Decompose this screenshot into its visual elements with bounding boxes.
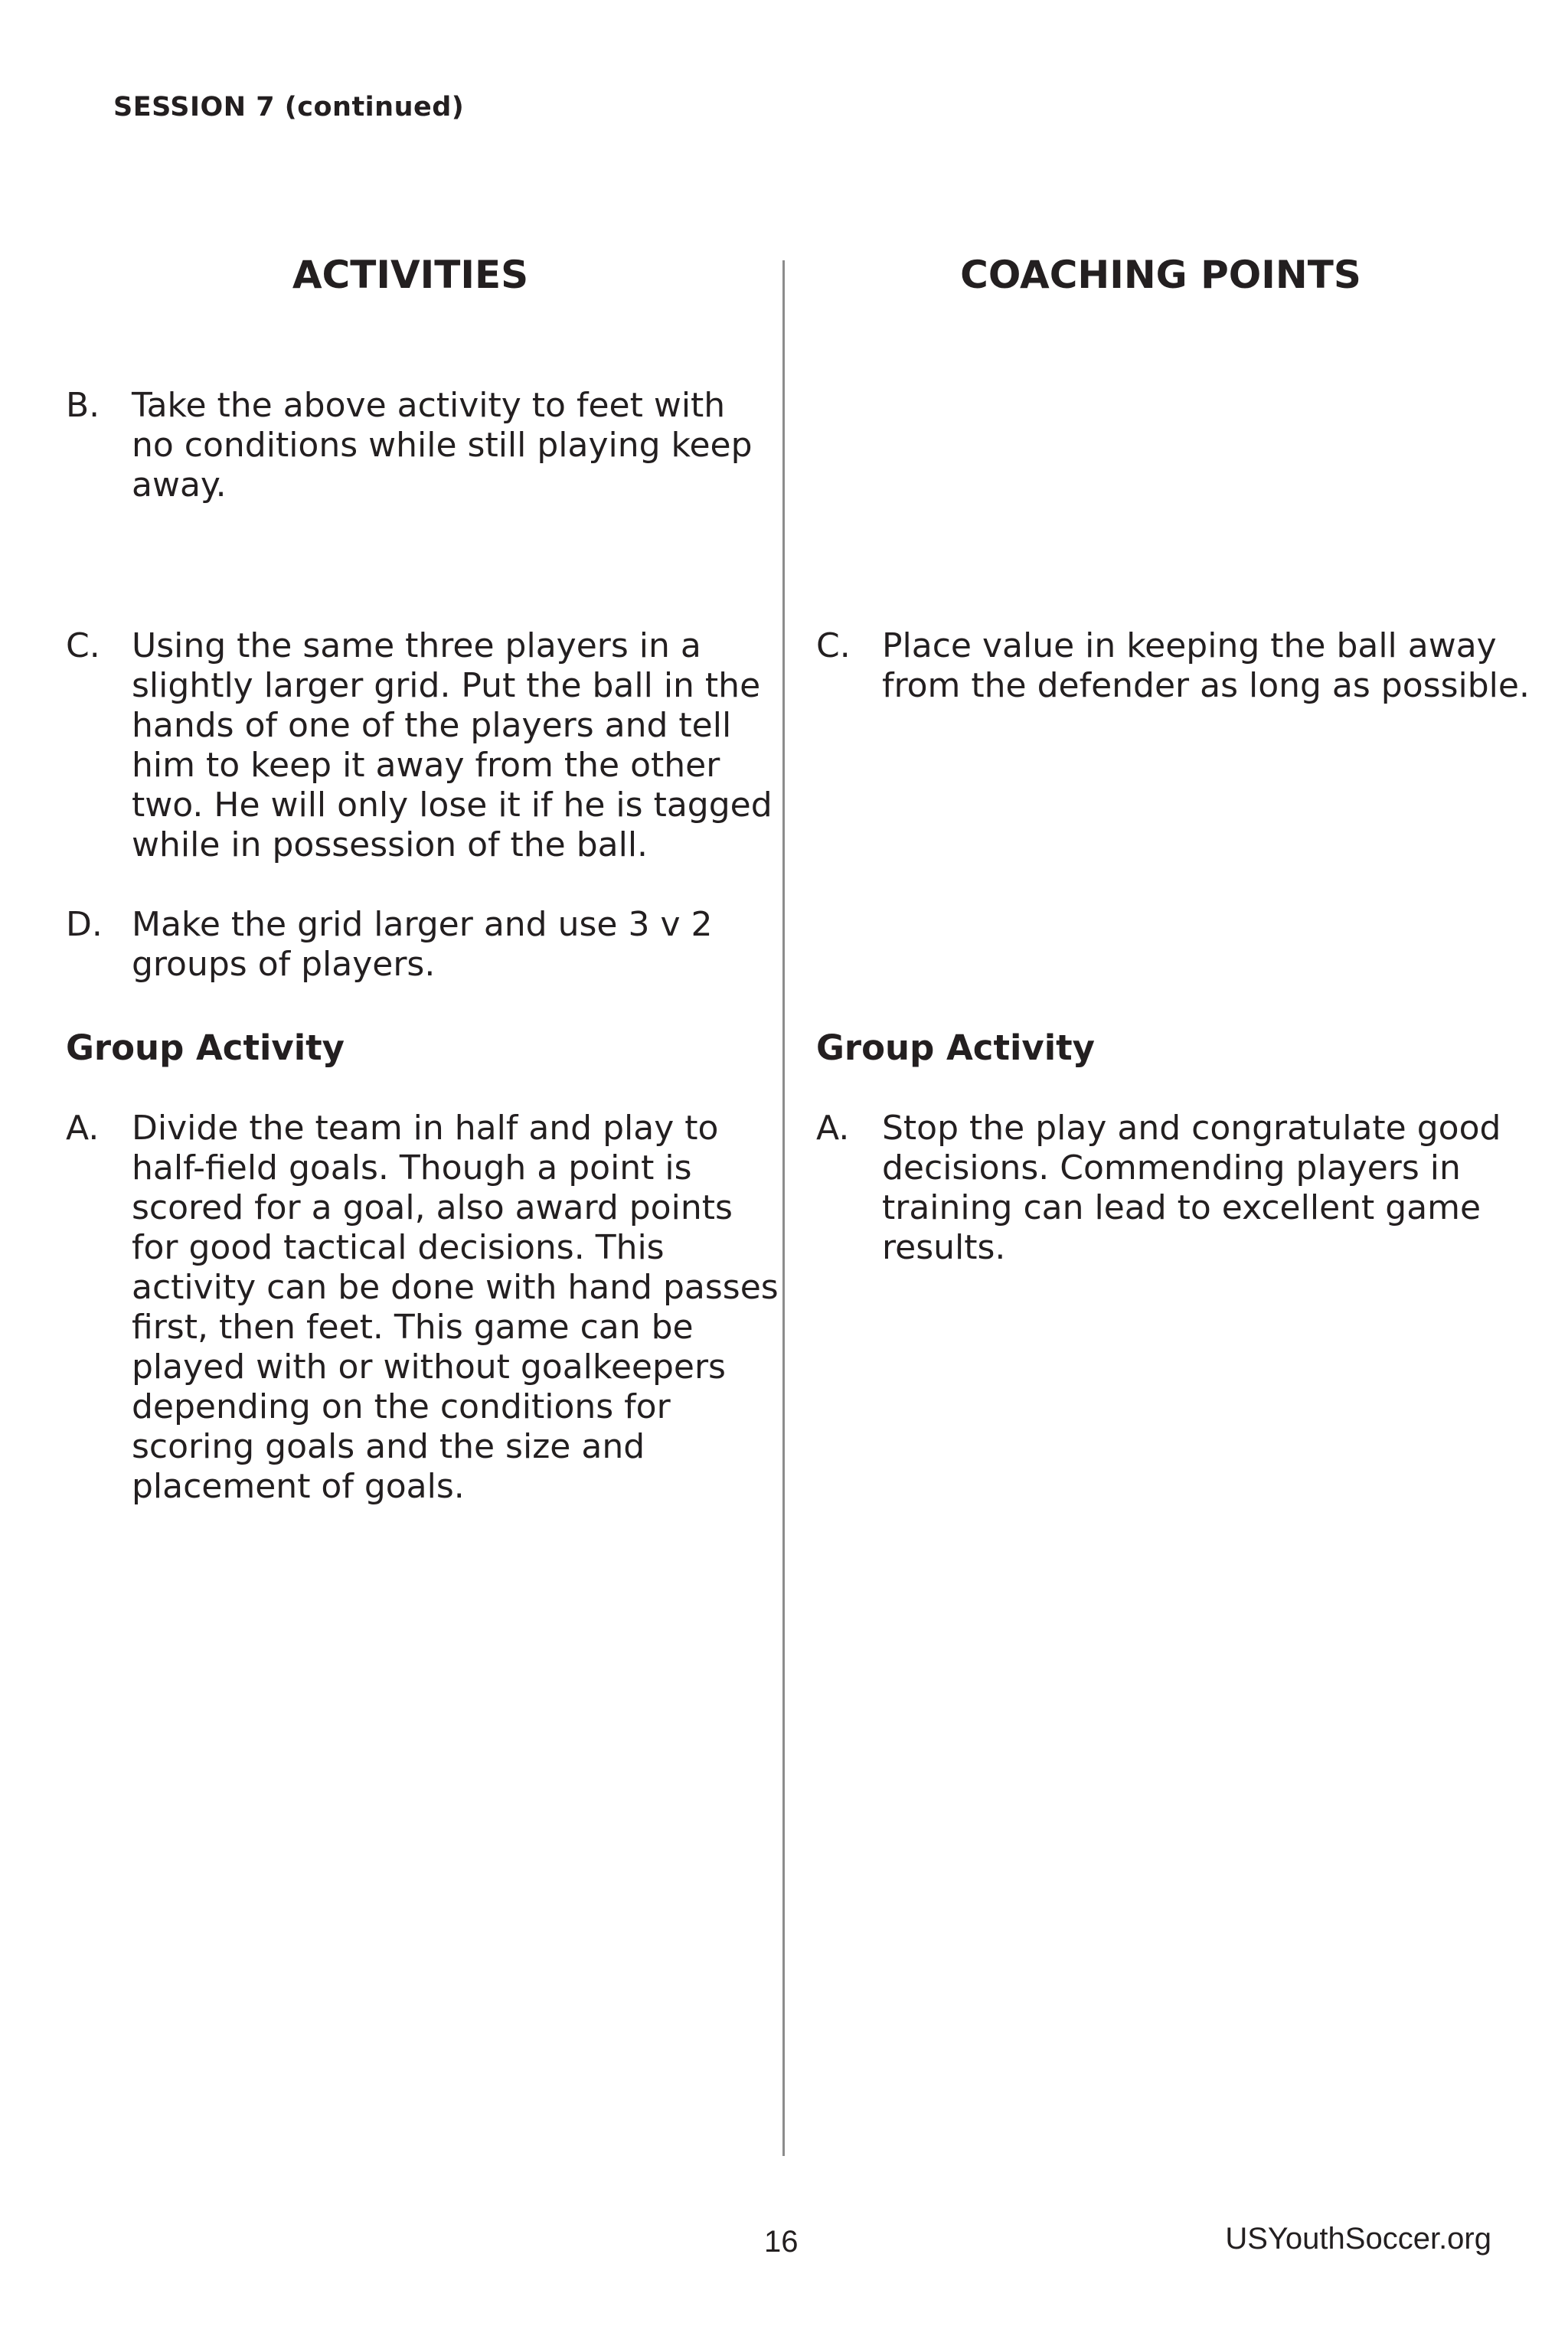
- item-line: no conditions while still playing keep: [132, 426, 753, 465]
- item-letter: D.: [66, 905, 103, 944]
- activities-group-heading: Group Activity: [66, 1027, 345, 1068]
- item-line: scoring goals and the size and: [132, 1427, 645, 1466]
- site-url: USYouthSoccer.org: [1225, 2222, 1491, 2256]
- item-letter: B.: [66, 386, 100, 425]
- item-line: from the defender as long as possible.: [882, 666, 1530, 705]
- item-line: while in possession of the ball.: [132, 825, 648, 864]
- item-line: decisions. Commending players in: [882, 1148, 1461, 1187]
- item-letter: C.: [66, 626, 100, 665]
- page-number: 16: [764, 2225, 799, 2259]
- session-header: SESSION 7 (continued): [113, 92, 465, 122]
- item-line: away.: [132, 466, 227, 505]
- coaching-group-heading: Group Activity: [816, 1027, 1095, 1068]
- activities-heading: ACTIVITIES: [292, 253, 529, 297]
- item-line: training can lead to excellent game: [882, 1188, 1481, 1227]
- item-line: Stop the play and congratulate good: [882, 1109, 1501, 1148]
- activity-item-d: [66, 905, 712, 985]
- item-line: Make the grid larger and use 3 v 2: [132, 905, 713, 944]
- column-divider: [782, 260, 785, 2156]
- item-line: first, then feet. This game can be: [132, 1308, 694, 1347]
- item-line: placement of goals.: [132, 1467, 465, 1506]
- activity-item-b: [66, 386, 753, 505]
- item-letter: A.: [816, 1109, 850, 1148]
- item-line: Using the same three players in a: [132, 626, 701, 665]
- item-line: hands of one of the players and tell: [132, 706, 732, 745]
- item-line: activity can be done with hand passes: [132, 1268, 779, 1307]
- item-line: Take the above activity to feet with: [132, 386, 726, 425]
- item-line: scored for a goal, also award points: [132, 1188, 733, 1227]
- item-line: results.: [882, 1228, 1006, 1267]
- activity-group-item-a: [66, 1109, 779, 1507]
- item-line: played with or without goalkeepers: [132, 1348, 726, 1387]
- item-line: depending on the conditions for: [132, 1387, 671, 1426]
- item-line: slightly larger grid. Put the ball in the: [132, 666, 761, 705]
- item-line: two. He will only lose it if he is tagged: [132, 786, 773, 825]
- item-line: Divide the team in half and play to: [132, 1109, 719, 1148]
- item-line: for good tactical decisions. This: [132, 1228, 665, 1267]
- coaching-points-heading: COACHING POINTS: [960, 253, 1361, 297]
- item-letter: A.: [66, 1109, 100, 1148]
- item-line: half-field goals. Though a point is: [132, 1148, 692, 1187]
- item-line: him to keep it away from the other: [132, 746, 720, 785]
- coaching-group-item-a: [816, 1109, 1501, 1268]
- item-line: groups of players.: [132, 945, 436, 984]
- item-line: Place value in keeping the ball away: [882, 626, 1497, 665]
- coaching-item-c: [816, 626, 1530, 706]
- activity-item-c: [66, 626, 773, 865]
- item-letter: C.: [816, 626, 851, 665]
